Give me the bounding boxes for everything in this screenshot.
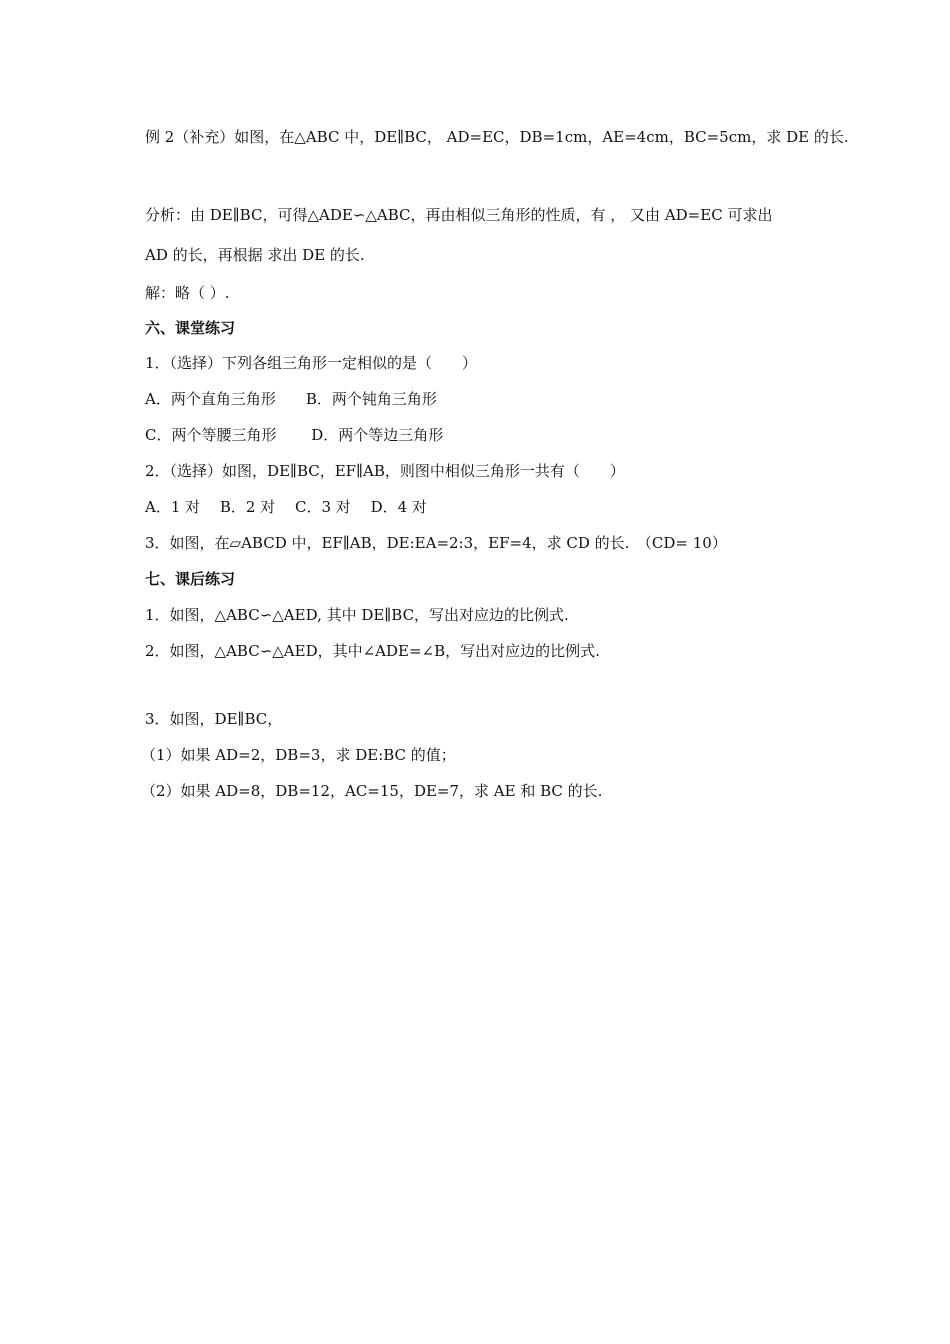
example-2-problem: 例 2（补充）如图，在△ABC 中，DE∥BC， AD=EC，DB=1cm，AE=4cm，BC=5cm，求 DE 的长. [145,128,849,146]
section-7-question-3-part-2: （2）如果 AD=8，DB=12，AC=15，DE=7，求 AE 和 BC 的长. [141,782,603,800]
section-7-question-3: 3．如图，DE∥BC， [145,710,283,728]
section-7-question-2: 2．如图，△ABC∽△AED，其中∠ADE=∠B，写出对应边的比例式. [145,642,600,660]
section-6-question-2: 2．（选择）如图，DE∥BC，EF∥AB，则图中相似三角形一共有（ ） [145,462,625,480]
section-6-question-2-options: A．1 对 B．2 对 C．3 对 D．4 对 [145,498,427,516]
analysis-line-2: AD 的长，再根据 求出 DE 的长. [145,246,365,264]
section-6-question-3: 3．如图，在▱ABCD 中，EF∥AB，DE:EA=2:3，EF=4，求 CD 的长. （CD= 10） [145,534,727,552]
analysis-line-1: 分析：由 DE∥BC，可得△ADE∽△ABC，再由相似三角形的性质，有 ， 又由 AD=EC 可求出 [145,206,773,224]
solution-line: 解：略（ ）. [145,284,230,302]
section-7-question-1: 1．如图，△ABC∽△AED, 其中 DE∥BC，写出对应边的比例式. [145,606,569,624]
section-6-question-1-options-cd: C．两个等腰三角形 D．两个等边三角形 [145,426,444,444]
section-6-question-1: 1．（选择）下列各组三角形一定相似的是（ ） [145,354,478,372]
section-7-title: 七、课后练习 [145,570,236,588]
section-6-title: 六、课堂练习 [145,319,236,337]
section-7-question-3-part-1: （1）如果 AD=2，DB=3，求 DE:BC 的值； [141,746,456,764]
section-6-question-1-options-ab: A．两个直角三角形 B．两个钝角三角形 [145,390,437,408]
